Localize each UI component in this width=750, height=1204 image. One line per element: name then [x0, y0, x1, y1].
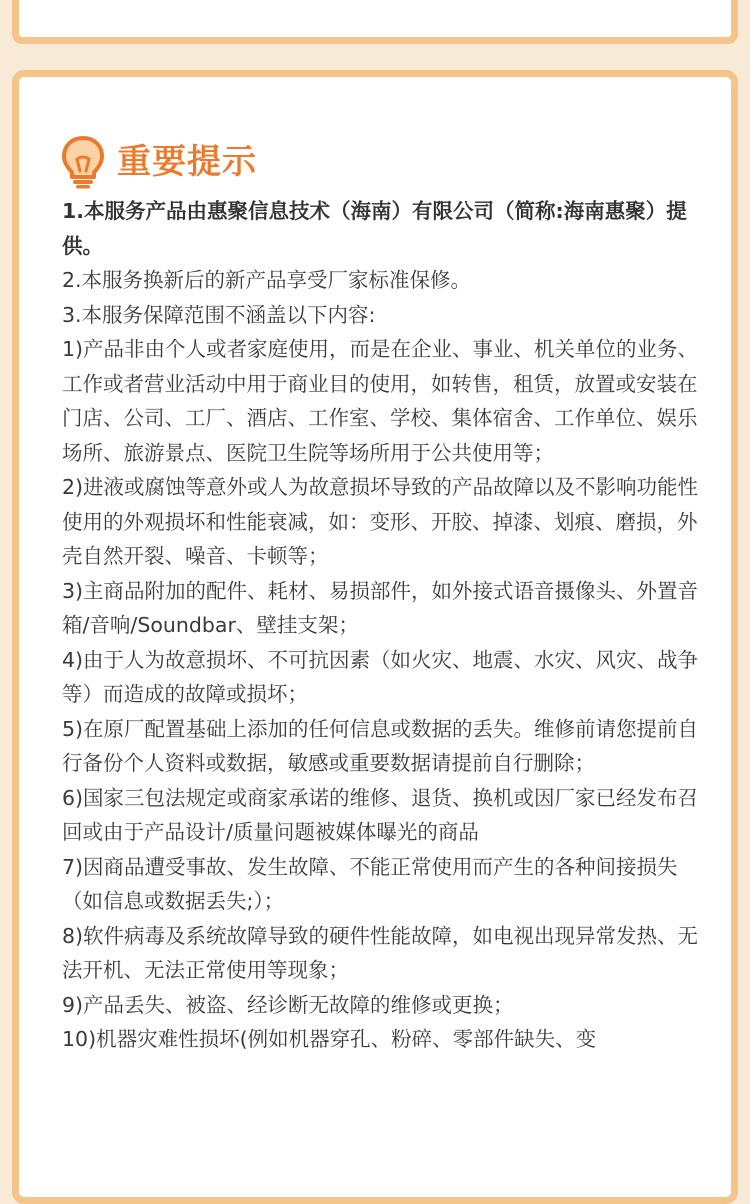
exclusion-item-9: 9)产品丢失、被盗、经诊断无故障的维修或更换；	[62, 992, 514, 1017]
notice-heading	[61, 135, 257, 189]
lightbulb-icon	[61, 135, 105, 189]
notice-item-provider: 1.本服务产品由惠聚信息技术（海南）有限公司（简称:海南惠聚）提供。	[62, 199, 687, 258]
previous-card	[12, 0, 738, 44]
exclusion-item-5: 5)在原厂配置基础上添加的任何信息或数据的丢失。维修前请您提前自行备份个人资料或数据，敏感或重要数据请提前自行删除；	[62, 716, 699, 775]
notice-item-warranty: 2.本服务换新后的新产品享受厂家标准保修。	[62, 268, 472, 292]
notice-item-exclusions-heading: 3.本服务保障范围不涵盖以下内容:	[62, 302, 376, 327]
notice-title: 重要提示	[117, 142, 257, 182]
exclusion-item-6: 6)国家三包法规定或商家承诺的维修、退货、换机或因厂家已经发布召回或由于产品设计/质量问题被媒体曝光的商品	[62, 785, 699, 844]
exclusion-item-1: 1)产品非由个人或者家庭使用，而是在企业、事业、机关单位的业务、工作或者营业活动中用于商业目的使用，如转售，租赁，放置或安装在门店、公司、工厂、酒店、工作室、学校、集体宿舍、工作单位、娱乐场所、旅游景点、医院卫生院等场所用于公共使用等；	[62, 337, 699, 465]
exclusion-item-2: 2)进液或腐蚀等意外或人为故意损坏导致的产品故障以及不影响功能性使用的外观损坏和性能衰减，如：变形、开胶、掉漆、划痕、磨损，外壳自然开裂、噪音、卡顿等；	[62, 475, 699, 568]
notice-content	[62, 194, 702, 1057]
exclusion-item-3: 3)主商品附加的配件、耗材、易损部件，如外接式语音摄像头、外置音箱/音响/Soundbar、壁挂支架；	[62, 578, 699, 637]
exclusion-item-8: 8)软件病毒及系统故障导致的硬件性能故障，如电视出现异常发热、无法开机、无法正常使用等现象；	[62, 923, 699, 982]
exclusion-item-4: 4)由于人为故意损坏、不可抗因素（如火灾、地震、水灾、风灾、战争等）而造成的故障或损坏；	[62, 647, 699, 706]
important-notice-card	[12, 70, 738, 1204]
exclusion-item-10: 10)机器灾难性损坏(例如机器穿孔、粉碎、零部件缺失、变	[62, 1027, 597, 1051]
exclusion-item-7: 7)因商品遭受事故、发生故障、不能正常使用而产生的各种间接损失（如信息或数据丢失;）；	[62, 854, 678, 913]
